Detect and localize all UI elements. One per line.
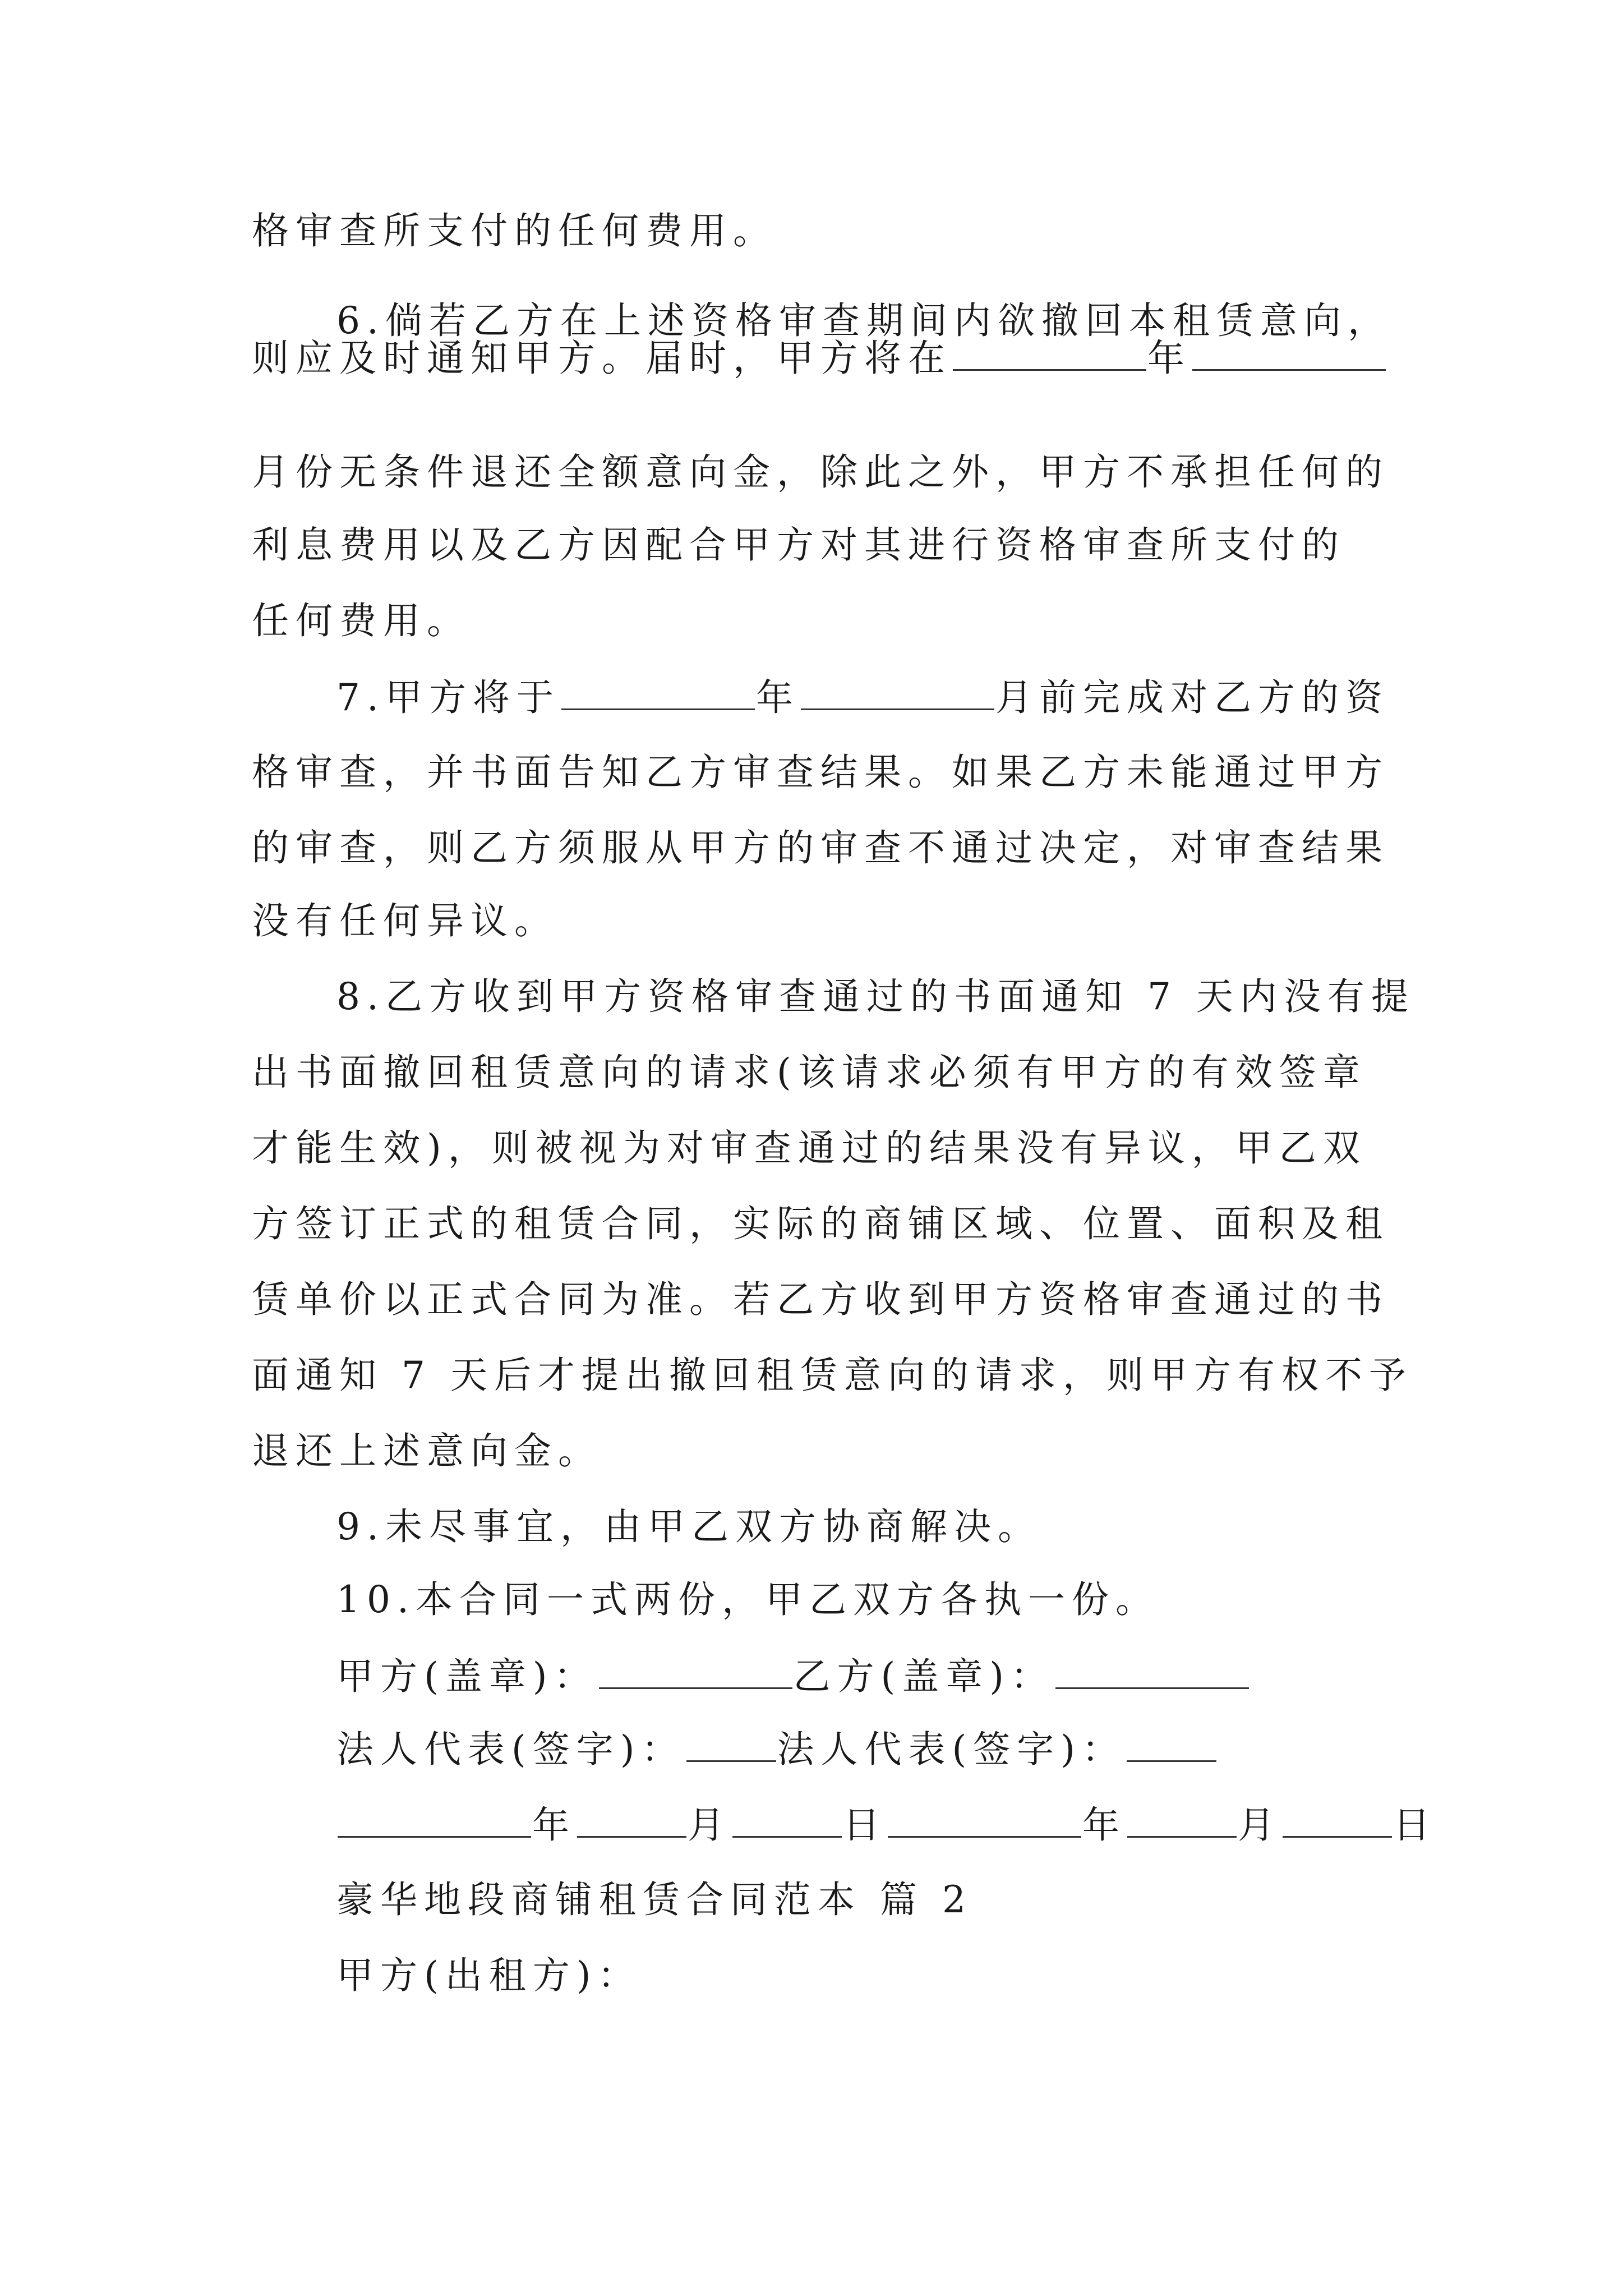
clause-6-line: 利息费用以及乙方因配合甲方对其进行资格审查所支付的 — [252, 523, 1345, 567]
clause-8-line: 面通知 7 天后才提出撤回租赁意向的请求，则甲方有权不予 — [252, 1354, 1413, 1397]
clause-6-line: 月份无条件退还全额意向金，除此之外，甲方不承担任何的 — [252, 450, 1389, 494]
clause-7-line — [336, 671, 1389, 722]
clause-7-line: 没有任何异议。 — [252, 899, 558, 942]
party-a-lessor-label: 甲方(出租方)： — [336, 1954, 642, 1997]
party-a-seal-label: 甲方(盖章)： — [336, 1655, 598, 1698]
day-blank — [732, 1799, 842, 1838]
section-title: 豪华地段商铺租赁合同范本 篇 2 — [336, 1878, 972, 1921]
clause-7-line: 格审查，并书面告知乙方审查结果。如果乙方未能通过甲方 — [252, 751, 1389, 794]
clause-8-line: 8.乙方收到甲方资格审查通过的书面通知 7 天内没有提 — [336, 975, 1415, 1018]
month-label: 月 — [1238, 1803, 1281, 1847]
month-blank — [577, 1799, 686, 1838]
clause-6-line — [252, 332, 1387, 383]
clause-6-line: 任何费用。 — [252, 599, 471, 642]
month-label: 月 — [688, 1803, 731, 1847]
day-label: 日 — [1393, 1803, 1437, 1847]
year-blank — [888, 1799, 1081, 1838]
clause-7-line: 的审查，则乙方须服从甲方的审查不通过决定，对审查结果 — [252, 826, 1389, 869]
clause-8-line: 退还上述意向金。 — [252, 1429, 602, 1473]
year-label: 年 — [532, 1803, 576, 1847]
year-label: 年 — [1082, 1803, 1126, 1847]
date-line — [336, 1799, 1437, 1849]
fill-blank — [801, 671, 994, 710]
month-blank — [1127, 1799, 1237, 1838]
party-b-seal-blank — [1055, 1650, 1249, 1689]
seal-line — [336, 1650, 1250, 1701]
clause-8-line: 才能生效)，则被视为对审查通过的结果没有异议，甲乙双 — [252, 1126, 1367, 1170]
fill-blank — [561, 671, 755, 710]
text-segment: 年 — [755, 676, 800, 719]
text-segment: 则应及时通知甲方。届时，甲方将在 — [252, 337, 952, 380]
rep-a-label: 法人代表(签字)： — [336, 1728, 685, 1771]
clause-9: 9.未尽事宜，由甲乙双方协商解决。 — [336, 1505, 1041, 1548]
party-b-seal-label: 乙方(盖章)： — [793, 1655, 1054, 1698]
clause-8-line: 赁单价以正式合同为准。若乙方收到甲方资格审查通过的书 — [252, 1278, 1389, 1321]
fill-blank — [953, 332, 1146, 371]
rep-b-label: 法人代表(签字)： — [777, 1728, 1126, 1771]
signature-line — [336, 1723, 1218, 1774]
fill-blank — [1192, 332, 1386, 371]
party-a-seal-blank — [599, 1650, 792, 1689]
clause-8-line: 方签订正式的租赁合同，实际的商铺区域、位置、面积及租 — [252, 1202, 1389, 1245]
clause-8-line: 出书面撤回租赁意向的请求(该请求必须有甲方的有效签章 — [252, 1051, 1367, 1094]
day-blank — [1283, 1799, 1392, 1838]
text-segment: 7.甲方将于 — [336, 676, 560, 719]
clause-6-line: 6.倘若乙方在上述资格审查期间内欲撤回本租赁意向， — [336, 299, 1391, 342]
text-segment: 月前完成对乙方的资 — [995, 676, 1389, 719]
year-blank — [338, 1799, 531, 1838]
rep-a-blank — [686, 1723, 776, 1762]
clause-10: 10.本合同一式两份，甲乙双方各执一份。 — [336, 1578, 1159, 1621]
rep-b-blank — [1127, 1723, 1216, 1762]
text-line: 格审查所支付的任何费用。 — [252, 209, 777, 252]
day-label: 日 — [843, 1803, 887, 1847]
text-segment: 年 — [1147, 337, 1191, 380]
